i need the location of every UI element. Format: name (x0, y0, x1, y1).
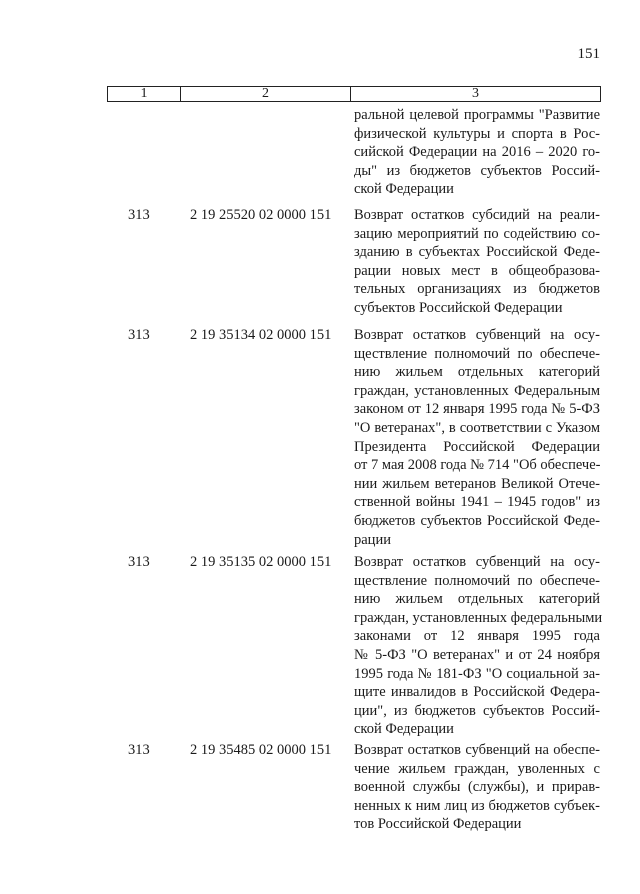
budget-classification-code: 2 19 25520 02 0000 151 (190, 207, 332, 223)
text-line: нию жильем отдельных категорий (354, 364, 600, 381)
budget-classification-code: 2 19 35135 02 0000 151 (190, 554, 332, 570)
admin-code: 313 (128, 207, 150, 223)
text-line: № 5-ФЗ "О ветеранах" и от 24 ноября (354, 646, 600, 663)
text-line: Возврат остатков субвенций на осу- (354, 554, 600, 570)
text-line: ской Федерации (354, 721, 454, 738)
row-description (354, 741, 600, 834)
table-header (107, 86, 601, 102)
text-line: субъектов Российской Федерации (354, 299, 563, 316)
text-line: щите инвалидов в Российской Федера- (354, 684, 600, 701)
text-line: граждан, установленных Федеральным (354, 382, 600, 399)
header-col-1: 1 (108, 87, 181, 101)
text-line: Возврат остатков субвенций на осу- (354, 327, 600, 343)
budget-classification-code: 2 19 35485 02 0000 151 (190, 742, 332, 758)
text-line: нию жильем отдельных категорий (354, 591, 600, 608)
text-line: ции", из бюджетов субъектов Россий- (354, 702, 600, 719)
text-line: зацию мероприятий по содействию со- (354, 225, 600, 242)
text-line: ды" из бюджетов субъектов Россий- (354, 162, 600, 179)
text-line: тов Российской Федерации (354, 816, 522, 833)
text-line: сийской Федерации на 2016 – 2020 го- (354, 144, 600, 161)
text-line: тельных организациях из бюджетов (354, 281, 600, 298)
text-line: ненных к ним лиц из бюджетов субъек- (354, 797, 600, 814)
text-line: законами от 12 января 1995 года (354, 628, 600, 645)
row-description (354, 553, 603, 739)
text-line: Возврат остатков субсидий на реали- (354, 207, 600, 223)
text-line: чение жильем граждан, уволенных с (354, 760, 600, 777)
text-line: физической культуры и спорта в Рос- (354, 125, 600, 142)
header-col-3: 3 (472, 86, 479, 101)
text-line: Возврат остатков субвенций на обеспе- (354, 742, 600, 758)
admin-code: 313 (128, 554, 150, 570)
admin-code: 313 (128, 327, 150, 343)
text-line: ществление полномочий по обеспече- (354, 572, 600, 589)
text-line: ственной войны 1941 – 1945 годов" из (354, 494, 600, 511)
admin-code: 313 (128, 742, 150, 758)
row-description (354, 326, 600, 549)
header-col-2: 2 (181, 87, 351, 101)
text-line: ской Федерации (354, 181, 454, 198)
text-line: зданию в субъектах Российской Феде- (354, 244, 600, 261)
page-number: 151 (577, 46, 600, 62)
text-line: нии жильем ветеранов Великой Отече- (354, 475, 600, 492)
continuation-text (354, 106, 600, 199)
text-line: рации новых мест в общеобразова- (354, 262, 600, 279)
text-line: Президента Российской Федерации (354, 438, 600, 455)
text-line: 1995 года № 181-ФЗ "О социальной за- (354, 665, 600, 682)
text-line: законом от 12 января 1995 года № 5-ФЗ (354, 401, 600, 418)
text-line: бюджетов субъектов Российской Феде- (354, 512, 600, 529)
text-line: "О ветеранах", в соответствии с Указом (354, 419, 600, 436)
row-description (354, 206, 600, 318)
text-line: рации (354, 531, 391, 548)
text-line: от 7 мая 2008 года № 714 "Об обеспече- (354, 457, 601, 474)
text-line: ральной целевой программы "Развитие (354, 107, 600, 123)
text-line: граждан, установленных федеральными (354, 609, 603, 626)
budget-classification-code: 2 19 35134 02 0000 151 (190, 327, 332, 343)
text-line: ществление полномочий по обеспече- (354, 345, 600, 362)
text-line: военной службы (службы), и прирав- (354, 779, 600, 796)
